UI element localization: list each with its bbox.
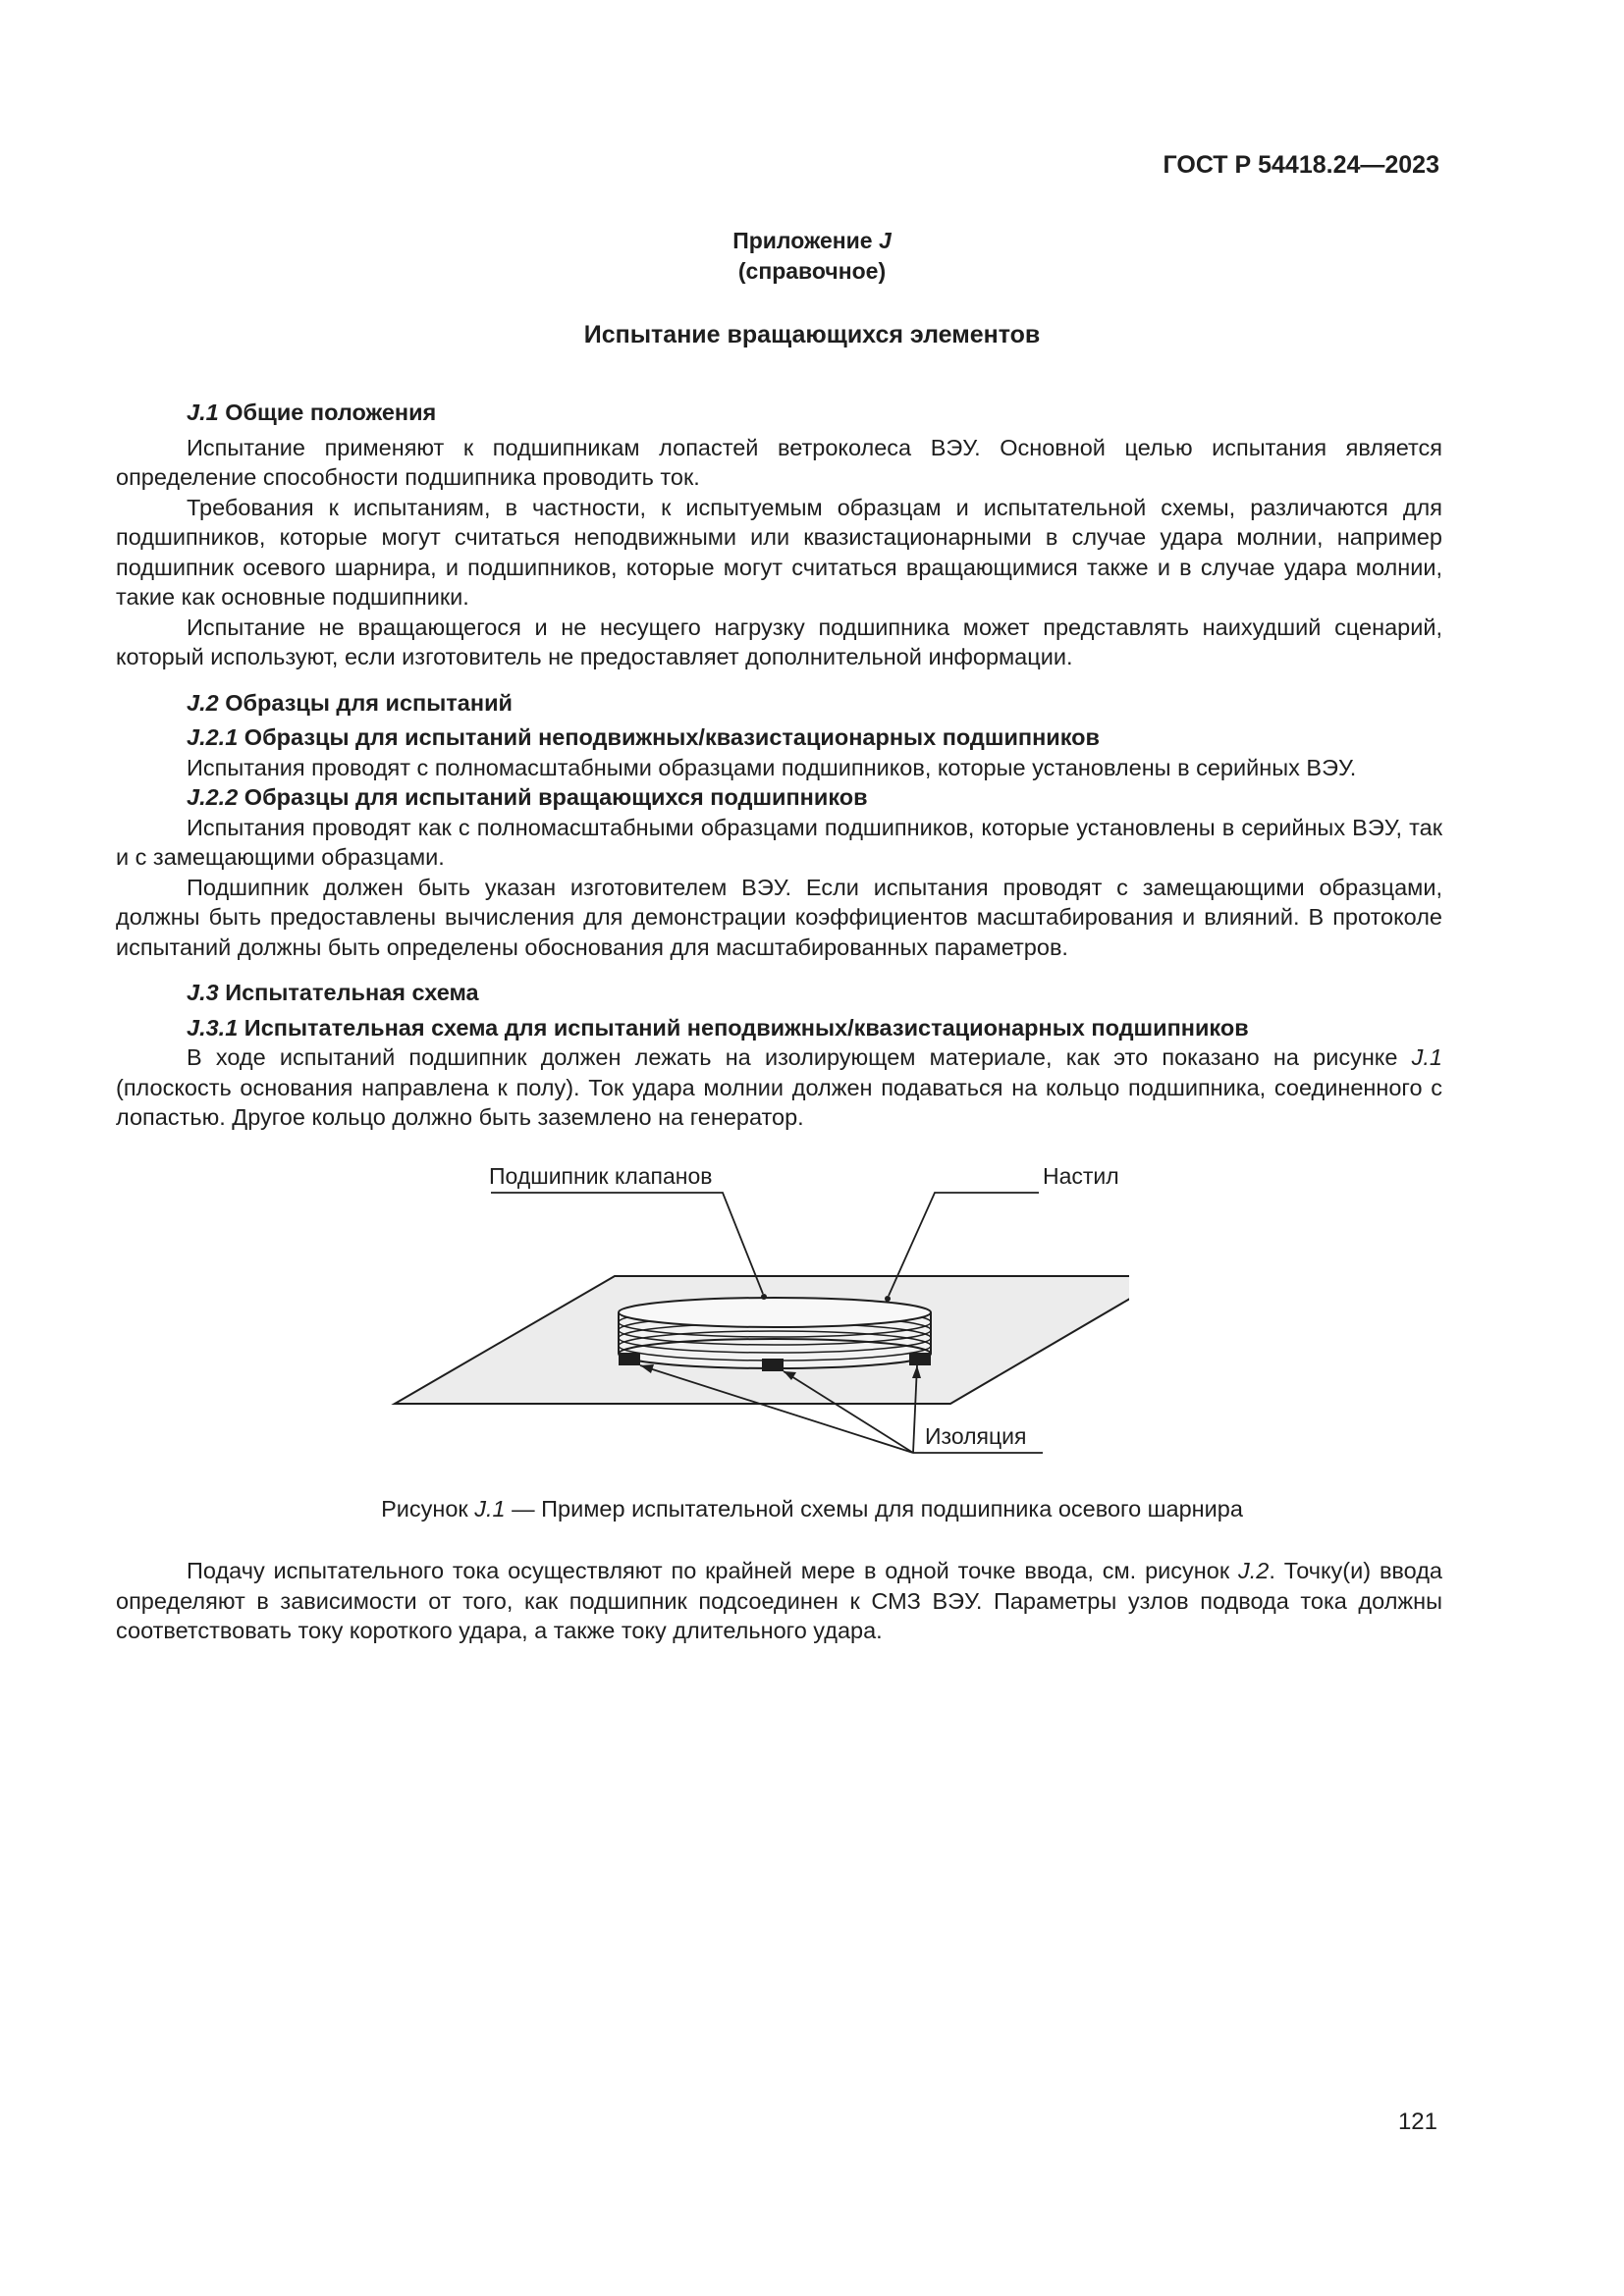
heading-j21 <box>116 722 1442 753</box>
heading-j31-num: J.3.1 <box>187 1014 239 1041</box>
label-insulation: Изоляция <box>925 1423 1027 1449</box>
caption-prefix: Рисунок <box>381 1496 475 1522</box>
figure-ref: J.2 <box>1237 1558 1270 1583</box>
bearing <box>619 1298 931 1368</box>
label-platform: Настил <box>1043 1163 1119 1189</box>
leader-dot <box>885 1296 891 1302</box>
heading-j2-num: J.2 <box>187 689 219 716</box>
paragraph: Подшипник должен быть указан изготовителем ВЭУ. Если испытания проводят с замещающими образцами, должны быть предоставлены вычисления для демонстрации коэффициентов масштабирования и влияний. В протоколе испытаний должны быть определены обоснования для масштабированных параметров. <box>116 874 1442 960</box>
closing-section <box>116 1556 1442 1646</box>
standard-number: ГОСТ Р 54418.24—2023 <box>1163 151 1439 179</box>
heading-j31 <box>116 1013 1442 1043</box>
caption-ref: J.1 <box>474 1496 506 1522</box>
annex-label-prefix: Приложение <box>732 228 879 253</box>
annex-title: Испытание вращающихся элементов <box>583 321 1041 348</box>
heading-j21-title: Образцы для испытаний неподвижных/квазистационарных подшипников <box>238 724 1100 750</box>
heading-j1-num: J.1 <box>187 400 219 425</box>
paragraph-j31-part-a: В ходе испытаний подшипник должен лежать на изолирующем материале, как это показано на рисунке <box>187 1044 1412 1070</box>
heading-j3 <box>116 978 1442 1008</box>
heading-j31-title: Испытательная схема для испытаний неподвижных/квазистационарных подшипников <box>238 1014 1249 1041</box>
annex-label <box>0 228 1624 254</box>
closing-part-b: . Точку(и) ввода определяют в зависимости от того, как подшипник подсоединен к СМЗ ВЭУ. Параметры узлов подвода тока должны соответствовать току короткого удара, а также току длительного удара. <box>116 1558 1442 1643</box>
heading-j21-num: J.2.1 <box>187 724 239 750</box>
section-j1 <box>116 398 1442 1133</box>
heading-j3-title: Испытательная схема <box>218 980 479 1005</box>
caption-text: — Пример испытательной схемы для подшипника осевого шарнира <box>505 1496 1243 1522</box>
heading-j1 <box>116 398 1442 428</box>
paragraph-j31 <box>116 1042 1442 1133</box>
paragraph: Испытания проводят с полномасштабными образцами подшипников, которые установлены в серийных ВЭУ. <box>187 754 1357 780</box>
figure-caption <box>0 1496 1624 1522</box>
paragraph: Испытание не вращающегося и не несущего нагрузку подшипника может представлять наихудший сценарий, который используют, если изготовитель не предоставляет дополнительной информации. <box>116 614 1442 669</box>
heading-j2 <box>116 688 1442 719</box>
heading-j2-title: Образцы для испытаний <box>218 689 513 716</box>
label-bearing: Подшипник клапанов <box>489 1163 713 1189</box>
annex-letter: J <box>878 228 892 253</box>
leader-dot <box>761 1294 767 1300</box>
heading-j22-num: J.2.2 <box>187 784 239 810</box>
paragraph: Испытание применяют к подшипникам лопастей ветроколеса ВЭУ. Основной целью испытания является определение способности подшипника проводить ток. <box>116 434 1442 490</box>
heading-j1-title: Общие положения <box>218 400 437 425</box>
paragraph: Требования к испытаниям, в частности, к испытуемым образцам и испытательной схемы, различаются для подшипников, которые могут считаться неподвижными или квазистационарными в случае удара молнии, например подшипник осевого шарнира, и подшипников, которые могут считаться вращающимися также и в случае удара молнии, такие как основные подшипники. <box>116 494 1442 610</box>
heading-j22-title: Образцы для испытаний вращающихся подшипников <box>238 784 868 810</box>
insulation-block <box>762 1359 784 1371</box>
heading-j3-num: J.3 <box>187 980 219 1005</box>
paragraph-j31-part-b: (плоскость основания направлена к полу). Ток удара молнии должен подаваться на кольцо подшипника, соединенного с лопастью. Другое кольцо должно быть заземлено на генератор. <box>116 1074 1442 1130</box>
figure-ref: J.1 <box>1411 1044 1442 1070</box>
annex-status: (справочное) <box>737 258 887 284</box>
insulation-block <box>909 1353 931 1365</box>
insulation-block <box>619 1353 640 1365</box>
figure-j1 <box>383 1163 1129 1477</box>
page-number: 121 <box>1397 2109 1437 2135</box>
closing-part-a: Подачу испытательного тока осуществляют по крайней мере в одной точке ввода, см. рисунок <box>187 1558 1238 1583</box>
paragraph-closing <box>116 1556 1442 1646</box>
heading-j22 <box>116 782 1442 813</box>
paragraph: Испытания проводят как с полномасштабными образцами подшипников, которые установлены в серийных ВЭУ, так и с замещающими образцами. <box>116 814 1442 870</box>
